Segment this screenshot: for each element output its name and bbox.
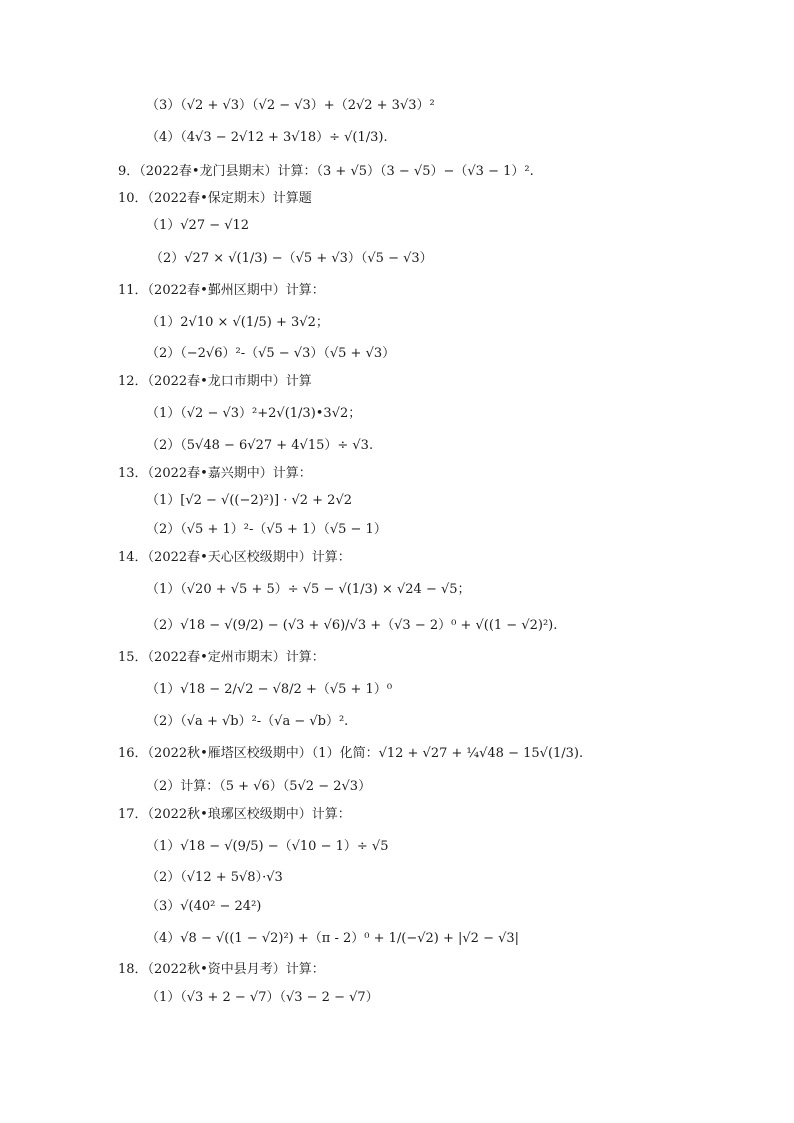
- problem-17-part-1: （1）√18 − √(9/5) −（√10 − 1）÷ √5: [146, 839, 389, 854]
- problem-8-part-4: （4）（4√3 − 2√12 + 3√18）÷ √(1/3).: [146, 130, 388, 145]
- problem-10-heading: 10．（2022春•保定期末）计算题: [118, 191, 312, 206]
- problem-12-part-1: （1）（√2 − √3）²+2√(1/3)•3√2；: [146, 406, 362, 421]
- problem-18-heading: 18．（2022秋•资中县月考）计算：: [118, 962, 325, 977]
- problem-13-part-1: （1）[√2 − √((−2)²)] · √2 + 2√2: [146, 493, 353, 508]
- problem-11-part-2: （2）（−2√6）²-（√5 − √3）（√5 + √3）: [146, 346, 396, 361]
- problem-9: 9．（2022春•龙门县期末）计算：（3 + √5）（3 − √5）−（√3 − 1）².: [118, 164, 534, 179]
- problem-8-part-3: （3）（√2 + √3）（√2 − √3）+（2√2 + 3√3）²: [146, 98, 435, 113]
- problem-13-heading: 13．（2022春•嘉兴期中）计算：: [118, 466, 312, 481]
- problem-17-part-3: （3）√(40² − 24²): [146, 899, 262, 914]
- problem-10-part-2: （2）√27 × √(1/3) −（√5 + √3）（√5 − √3）: [150, 251, 433, 266]
- problem-17-heading: 17．（2022秋•琅琊区校级期中）计算：: [118, 807, 351, 822]
- problem-17-part-2: （2）（√12 + 5√8）·√3: [146, 870, 283, 885]
- problem-13-part-2: （2）（√5 + 1）²-（√5 + 1）（√5 − 1）: [146, 522, 387, 537]
- problem-15-heading: 15．（2022春•定州市期末）计算：: [118, 650, 325, 665]
- problem-15-part-2: （2）（√a + √b）²-（√a − √b）².: [146, 714, 349, 729]
- problem-14-heading: 14．（2022春•天心区校级期中）计算：: [118, 550, 351, 565]
- problem-14-part-1: （1）（√20 + √5 + 5）÷ √5 − √(1/3) × √24 − √5；: [146, 582, 471, 597]
- problem-17-part-4: （4）√8 − √((1 − √2)²) +（π - 2）⁰ + 1/(−√2) + |√2 − √3|: [146, 931, 520, 946]
- problem-11-part-1: （1）2√10 × √(1/5) + 3√2；: [146, 315, 329, 330]
- problem-16-part-2: （2）计算：（5 + √6）（5√2 − 2√3）: [146, 779, 372, 794]
- problem-12-part-2: （2）（5√48 − 6√27 + 4√15）÷ √3.: [146, 438, 374, 453]
- problem-11-heading: 11．（2022春•鄞州区期中）计算：: [118, 283, 325, 298]
- problem-16-heading: 16．（2022秋•雁塔区校级期中）（1）化简：√12 + √27 + ¼√48 − 15√(1/3).: [118, 746, 584, 761]
- problem-12-heading: 12．（2022春•龙口市期中）计算: [118, 374, 312, 389]
- problem-10-part-1: （1）√27 − √12: [146, 218, 250, 233]
- problem-14-part-2: （2）√18 − √(9/2) − (√3 + √6)/√3 +（√3 − 2）⁰ + √((1 − √2)²).: [146, 618, 558, 633]
- problem-18-part-1: （1）（√3 + 2 − √7）（√3 − 2 − √7）: [146, 990, 379, 1005]
- problem-15-part-1: （1）√18 − 2/√2 − √8/2 +（√5 + 1）⁰: [146, 682, 393, 697]
